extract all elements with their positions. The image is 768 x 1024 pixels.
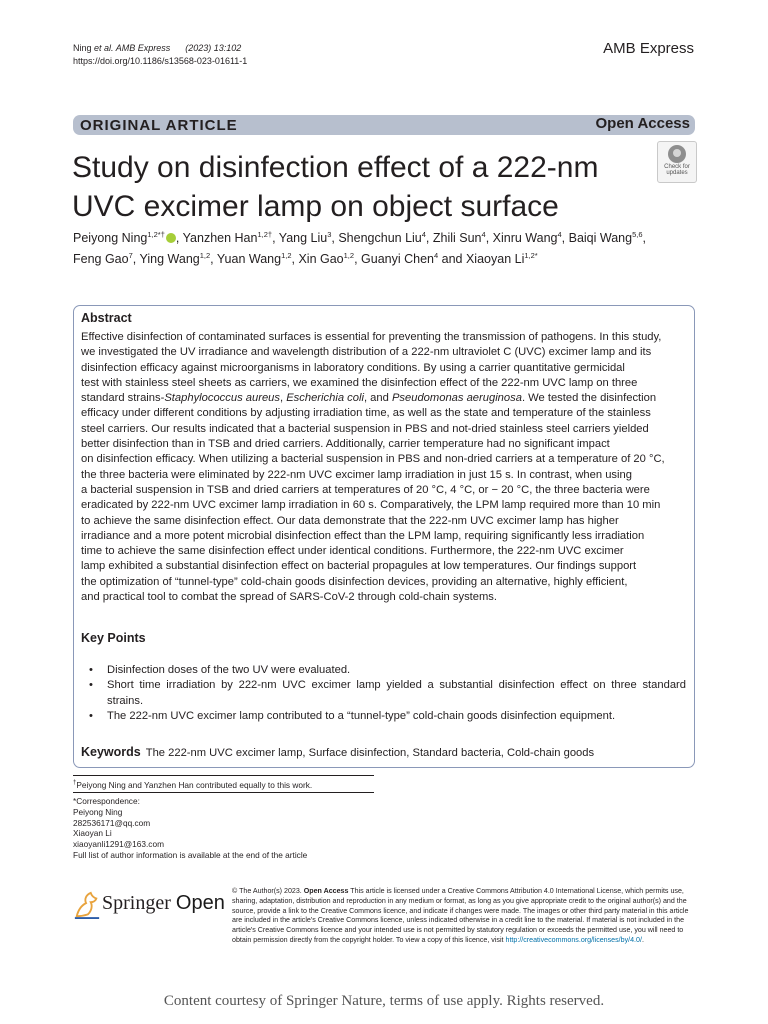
email-link[interactable]: 282536171@qq.com xyxy=(73,817,151,828)
abstract-line: lamp exhibited a substantial disinfection effect on bacterial propagules at low temperatures. Our findings support xyxy=(81,560,637,573)
abstract-heading: Abstract xyxy=(81,311,132,325)
author-name: Guanyi Chen xyxy=(361,252,434,266)
keywords-label: Keywords xyxy=(81,745,141,759)
key-point-item: • Short time irradiation by 222-nm UVC excimer lamp yielded a substantial disinfection effect on three standard strains. xyxy=(88,678,686,709)
author-affiliation: 4 xyxy=(433,250,439,260)
key-point-item: • The 222-nm UVC excimer lamp contributed to a “tunnel-type” cold-chain goods disinfection equipment. xyxy=(88,709,686,724)
author-affiliation: 1,2*† xyxy=(147,229,165,239)
author-name: Yanzhen Han xyxy=(182,231,258,245)
author-affiliation: 1,2 xyxy=(281,250,292,260)
author-name: Feng Gao xyxy=(73,252,129,266)
abstract-line: to achieve the same disinfection effect. Our data demonstrate that the 222-nm UVC excimer lamp has higher xyxy=(81,514,619,527)
key-points-list xyxy=(88,663,686,724)
correspondence-line: Peiyong Ning xyxy=(73,806,123,817)
check-updates-line2: updates xyxy=(666,170,688,176)
author-name: Yang Liu xyxy=(278,231,328,245)
journal-name: AMB Express xyxy=(603,40,694,57)
author-affiliation: 3 xyxy=(327,229,332,239)
license-link[interactable]: http://creativecommons.org/licenses/by/4.0/ xyxy=(505,935,642,944)
abstract-line: the three bacteria were eliminated by 222-nm UVC excimer lamp irradiation in just 15 s. In contrast, when using xyxy=(81,468,632,481)
article-type-label: ORIGINAL ARTICLE xyxy=(80,117,238,134)
open-access-label: Open Access xyxy=(595,115,690,132)
abstract-line: efficacy under different conditions by adjusting irradiation time, as well as the state and temperature of the stainless xyxy=(81,407,651,420)
abstract-line: test with stainless steel sheets as carriers, we examined the disinfection effect of the 222-nm UVC lamp on three xyxy=(81,376,638,389)
author-list: Peiyong Ning$^{1,2*\dagger}$ , Yanzhen Han$^{1,2\dagger}$, Yang Liu$^3$, Shengchun Liu$^4$, Zhili Sun$^4$, Xinru Wang$^4$, Baiqi Wang$^{5,6}$, Feng Gao$^7$, Ying Wang$^{1,2}$, Yuan Wang$^{1,2}$, Xin Gao$^{1,2}$, Guanyi Chen$^4$ and Xiaoyan $Li^{1,2*}$ xyxy=(73,229,646,266)
citation-year: (2023) 13:102 xyxy=(185,43,242,53)
keywords xyxy=(81,745,594,759)
author-affiliation: 7 xyxy=(128,250,133,260)
orcid-icon[interactable] xyxy=(166,233,176,243)
abstract-line: steel carriers. Our results indicated that a bacterial suspension in PBS and not-dried stainless steel carriers yielded xyxy=(81,422,649,435)
abstract-line: on disinfection efficacy. When utilizing a bacterial suspension in PBS and non-dried carriers at a temperature of 20 °C, xyxy=(81,453,665,466)
author-affiliation: 5,6 xyxy=(632,229,643,239)
abstract-line: Effective disinfection of contaminated surfaces is essential for preventing the transmission of pathogens. In this study, xyxy=(81,331,662,343)
publisher-name: Springer xyxy=(102,892,171,914)
check-for-updates-button[interactable] xyxy=(657,141,697,183)
author-affiliation: 1,2 xyxy=(343,250,355,260)
license-text: © The Author(s) 2023. Open Access This article is licensed under a Creative Commons Attribution 4.0 International License, which permits use, sharing, adaptation, distribution and reproduction in any medium or format, as long as you give appropriate credit to the original author(s) and the source, provide a link to the Creative Commons licence, and indicate if changes were made. The images or other third party material in this article are included in the article's Creative Commons licence, unless indicated otherwise in a credit line to the material. If material is not included in the article's Creative Commons licence and your intended use is not permitted by statutory regulation or exceeds the permitted use, you will need to obtain permission directly from the copyright holder. To view a copy of this licence, visit http://creativecommons.org/licenses/by/4.0/. xyxy=(232,887,689,944)
author-name: Shengchun Liu xyxy=(338,231,422,245)
courtesy-notice: Content courtesy of Springer Nature, terms of use apply. Rights reserved. xyxy=(163,993,605,1009)
correspondence-line: Xiaoyan Li xyxy=(73,828,112,839)
abstract-line: time to achieve the same disinfection effect under identical conditions. Furthermore, the 222-nm UVC excimer xyxy=(81,545,624,558)
check-updates-icon xyxy=(668,145,686,163)
author-name: Peiyong Ning xyxy=(73,231,148,245)
abstract-line: the optimization of “tunnel-type” cold-chain goods disinfection devices, providing an alternative, highly efficient, xyxy=(81,575,628,588)
springer-horse-icon xyxy=(73,890,101,920)
author-name: Xinru Wang xyxy=(492,231,558,245)
footnote-divider xyxy=(73,775,374,776)
author-name: Xiaoyan Li xyxy=(465,252,525,266)
author-affiliation: 1,2* xyxy=(524,250,538,260)
abstract-line: a bacterial suspension in TSB and dried carriers at temperatures of 20 °C, 4 °C, or − 20 °C, the three bacteria were xyxy=(81,483,650,496)
author-affiliation: 4 xyxy=(481,229,486,239)
abstract-line: better disinfection than in TSB and dried carriers. Additionally, carrier temperature had no significant impact xyxy=(81,438,610,451)
author-name: Xin Gao xyxy=(298,252,344,266)
abstract-line: we investigated the UV irradiance and wavelength distribution of a 222-nm ultraviolet C (UVC) excimer lamp and its xyxy=(81,346,652,359)
publisher-open: Open xyxy=(175,892,225,914)
correspondence-line: Full list of author information is available at the end of the article xyxy=(73,849,308,860)
key-point-item: • Disinfection doses of the two UV were evaluated. xyxy=(88,663,686,678)
equal-contribution-note: †Peiyong Ning and Yanzhen Han contributed equally to this work. xyxy=(73,779,313,790)
abstract-text xyxy=(81,330,686,605)
key-points-heading: Key Points xyxy=(81,631,146,645)
footnote-divider xyxy=(73,792,374,793)
abstract-line: and practical tool to combat the spread of SARS-CoV-2 through cold-chain systems. xyxy=(81,591,498,604)
author-name: Yuan Wang xyxy=(216,252,282,266)
citation-authors: Ning xyxy=(73,43,95,53)
abstract-line: standard strains-Staphylococcus aureus, Escherichia coli, and Pseudomonas aeruginosa. We tested the disinfection xyxy=(81,392,657,405)
abstract-line: irradiance and a more potent microbial disinfection effect than the LPM lamp, requiring significantly less irradiation xyxy=(81,529,645,542)
publisher-logo xyxy=(102,892,225,915)
author-name: Zhili Sun xyxy=(432,231,482,245)
author-affiliation: 1,2† xyxy=(257,229,273,239)
author-name: Baiqi Wang xyxy=(568,231,633,245)
citation xyxy=(73,42,247,68)
keywords-text: The 222-nm UVC excimer lamp, Surface disinfection, Standard bacteria, Cold-chain goods xyxy=(145,747,595,759)
author-affiliation: 1,2 xyxy=(199,250,211,260)
email-link[interactable]: xiaoyanli1291@163.com xyxy=(73,839,164,850)
abstract-line: eradicated by 222-nm UVC excimer lamp irradiation in 60 s. Comparatively, the LPM lamp required more than 10 min xyxy=(81,499,661,512)
correspondence-block xyxy=(73,796,307,861)
article-title: Study on disinfection effect of a 222-nm UVC excimer lamp on object surface xyxy=(72,151,599,223)
doi-link[interactable]: https://doi.org/10.1186/s13568-023-01611-1 xyxy=(73,56,248,66)
citation-journal: et al. AMB Express xyxy=(94,43,171,53)
author-name: Ying Wang xyxy=(139,252,200,266)
author-affiliation: 4 xyxy=(557,229,562,239)
abstract-line: disinfection efficacy against microorganisms in laboratory conditions. By using a carrier quantitative germicidal xyxy=(81,361,625,374)
check-updates-line1: Check for xyxy=(664,164,690,170)
correspondence-line: *Correspondence: xyxy=(73,796,140,806)
author-affiliation: 4 xyxy=(421,229,426,239)
